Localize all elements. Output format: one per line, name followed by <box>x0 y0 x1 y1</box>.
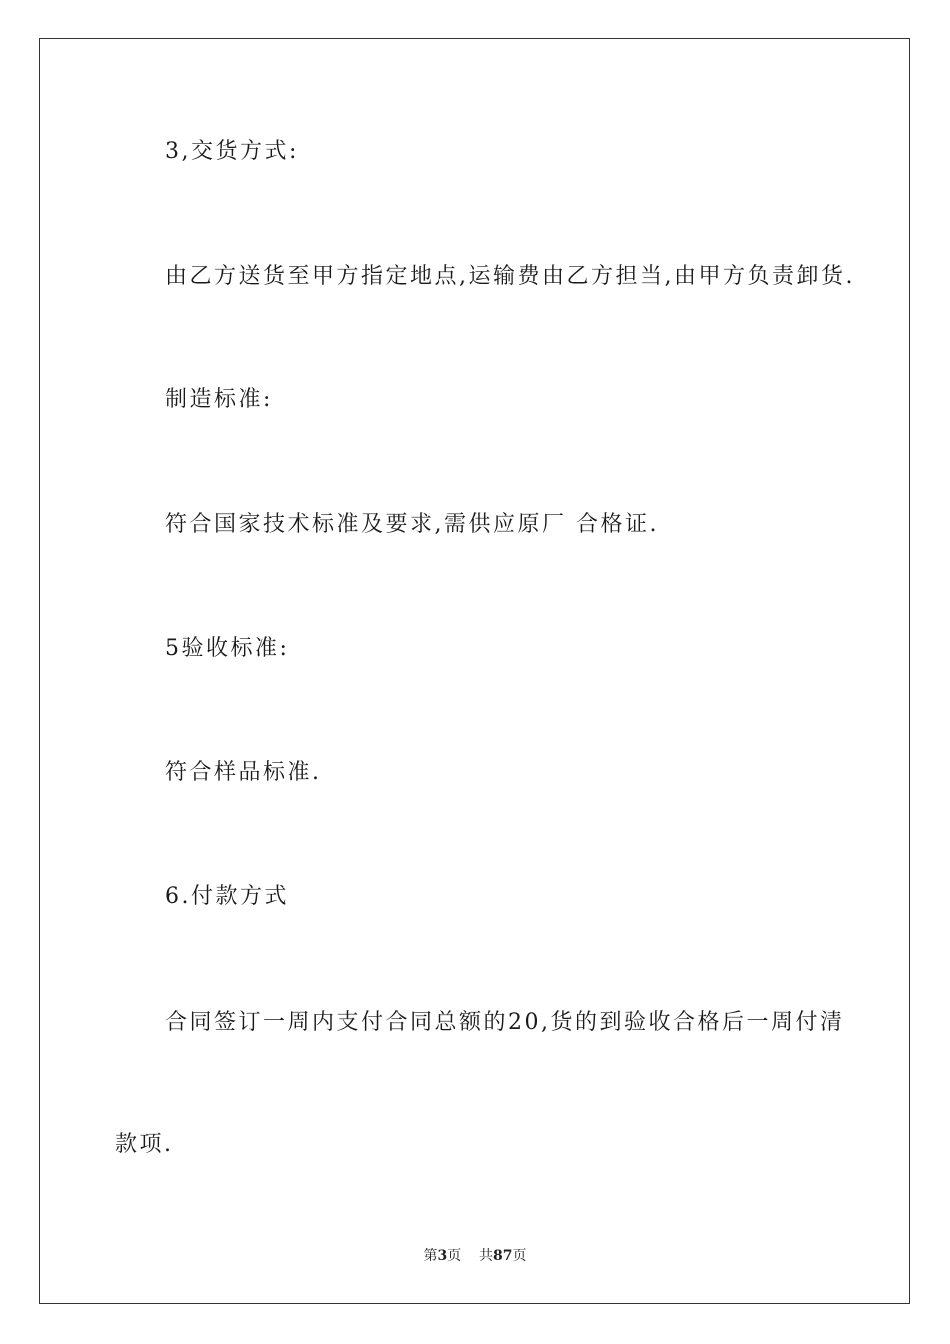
page-border <box>39 38 910 1304</box>
footer-total-pages: 87 <box>493 1248 513 1264</box>
footer-page-number: 3 <box>437 1248 448 1264</box>
footer-total-suffix: 页 <box>512 1248 527 1264</box>
page-footer <box>0 1246 950 1266</box>
paragraph-payment-text: 合同签订一周内支付合同总额的20,货的到验收合格后一周付清 <box>165 1010 845 1035</box>
paragraph-acceptance-heading: 5验收标准: <box>165 636 290 661</box>
footer-total-prefix: 共 <box>479 1248 494 1264</box>
paragraph-payment-heading: 6.付款方式 <box>165 884 289 909</box>
paragraph-acceptance-text: 符合样品标准. <box>165 760 322 785</box>
footer-page-suffix: 页 <box>447 1248 462 1264</box>
paragraph-payment-text-continued: 款项. <box>115 1132 174 1157</box>
paragraph-delivery-heading: 3,交货方式: <box>165 139 299 164</box>
paragraph-delivery-text: 由乙方送货至甲方指定地点,运输费由乙方担当,由甲方负责卸货. <box>165 264 855 289</box>
footer-page-prefix: 第 <box>423 1248 438 1264</box>
paragraph-manufacturing-text: 符合国家技术标准及要求,需供应原厂 合格证. <box>165 512 659 537</box>
paragraph-manufacturing-heading: 制造标准: <box>165 387 273 412</box>
